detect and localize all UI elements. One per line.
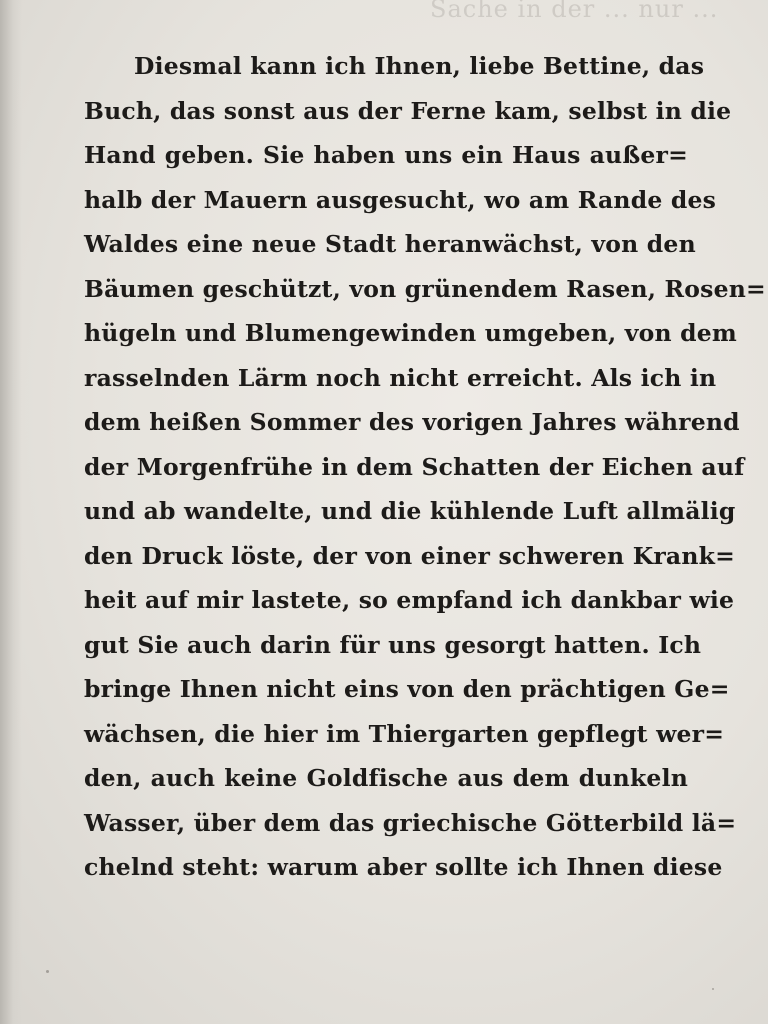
- text-line: heit auf mir lastete, so empfand ich dankbar wie: [84, 586, 735, 614]
- text-line: Waldes eine neue Stadt heranwächst, von den: [84, 230, 696, 258]
- text-line: wächsen, die hier im Thiergarten gepflegt wer=: [84, 719, 725, 748]
- text-line: chelnd steht: warum aber sollte ich Ihnen diese: [84, 853, 723, 881]
- paper-speck: [46, 970, 49, 973]
- text-line: dem heißen Sommer des vorigen Jahres während: [84, 408, 740, 436]
- text-line: den Druck löste, der von einer schweren Krank=: [84, 541, 735, 570]
- text-line: der Morgenfrühe in dem Schatten der Eichen auf: [84, 452, 745, 481]
- text-line: Diesmal kann ich Ihnen, liebe Bettine, das: [134, 52, 705, 80]
- text-line: bringe Ihnen nicht eins von den prächtigen Ge=: [84, 675, 730, 703]
- text-line: rasselnden Lärm noch nicht erreicht. Als ich in: [84, 363, 717, 392]
- text-line: gut Sie auch darin für uns gesorgt hatten. Ich: [84, 630, 702, 659]
- text-line: und ab wandelte, und die kühlende Luft allmälig: [84, 497, 736, 525]
- text-line: Wasser, über dem das griechische Götterbild lä=: [84, 808, 737, 837]
- text-line: hügeln und Blumengewinden umgeben, von dem: [84, 319, 737, 347]
- text-line: Bäumen geschützt, von grünendem Rasen, Rosen=: [84, 274, 766, 303]
- paper-speck: [712, 988, 714, 990]
- text-line: den, auch keine Goldfische aus dem dunkeln: [84, 764, 688, 792]
- text-line: halb der Mauern ausgesucht, wo am Rande des: [84, 185, 717, 214]
- text-line: Buch, das sonst aus der Ferne kam, selbst in die: [84, 96, 732, 125]
- text-line: Hand geben. Sie haben uns ein Haus außer=: [84, 141, 688, 169]
- spine-shadow: [0, 0, 22, 1024]
- bleed-through-text: Sache in der ... nur ...: [430, 0, 719, 23]
- page-text: [84, 44, 766, 890]
